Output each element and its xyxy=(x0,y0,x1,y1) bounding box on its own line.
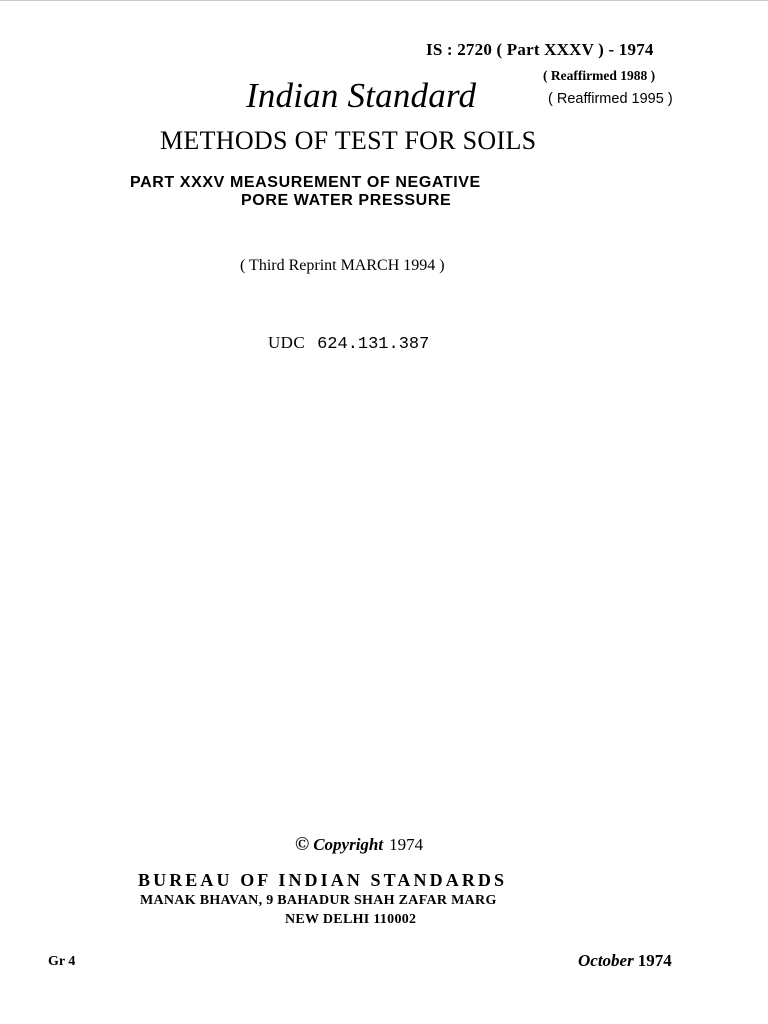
publisher-address-line-2: NEW DELHI 110002 xyxy=(285,912,417,927)
copyright-year: 1974 xyxy=(389,835,424,854)
reaffirmed-1995: ( Reaffirmed 1995 ) xyxy=(548,91,673,107)
copyright-line xyxy=(295,834,423,856)
publication-date xyxy=(578,951,672,971)
publisher-address-line-1: MANAK BHAVAN, 9 BAHADUR SHAH ZAFAR MARG xyxy=(140,893,497,908)
publication-month: October xyxy=(578,951,634,970)
series-title: Indian Standard xyxy=(246,76,477,115)
udc-label: UDC xyxy=(268,333,306,352)
part-title-line-1: PART XXXV MEASUREMENT OF NEGATIVE xyxy=(130,174,481,191)
udc-line xyxy=(268,333,429,354)
publication-year: 1974 xyxy=(637,951,672,970)
reprint-note: ( Third Reprint MARCH 1994 ) xyxy=(240,257,445,274)
copyright-icon: © xyxy=(295,834,310,855)
copyright-word: Copyright xyxy=(313,835,384,854)
publisher-name: BUREAU OF INDIAN STANDARDS xyxy=(138,870,508,890)
page-top-edge xyxy=(0,0,768,1)
part-title-line-2: PORE WATER PRESSURE xyxy=(241,192,452,209)
standard-number: IS : 2720 ( Part XXXV ) - 1974 xyxy=(426,40,654,59)
udc-value: 624.131.387 xyxy=(317,335,430,354)
reaffirmed-1988: ( Reaffirmed 1988 ) xyxy=(543,68,656,83)
document-title: METHODS OF TEST FOR SOILS xyxy=(160,126,537,155)
price-grade: Gr 4 xyxy=(48,954,76,969)
